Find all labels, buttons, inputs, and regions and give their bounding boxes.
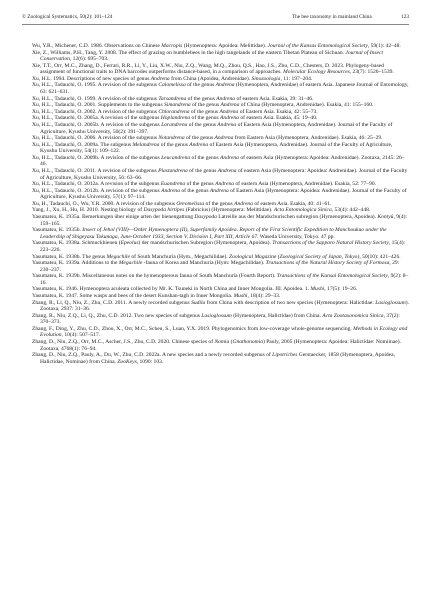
reference-text: (Hymenoptera, Andrenidae) of eastern Asia. Japanese Journal of Entomology, 63: 621–631. [40,82,409,96]
reference-entry [32,260,410,273]
reference-text: Yasumatsu, K. 1939b. Miscellaneous notes on the hymenopterous fauna of South Manchuria (Fourth Report). [32,273,277,280]
reference-entry [32,214,410,227]
reference-text: of Eastern Asia. Esakia, 42: 55–73. [238,108,318,115]
reference-text: Xu, H.L., Tadauchi, O. 2001. Supplements to the subgenus [32,102,165,109]
reference-text: Zhang, D., Niu, Z.Q., Pauly, A., Du, W., Zhu, C.D. 2022a. A new species and a newly recorded subgenus of [32,352,273,359]
header-rule [22,24,409,25]
reference-italic: Calomelissa [158,82,186,89]
reference-italic: Andrena [216,95,236,102]
reference-italic: Sudila [191,299,206,306]
reference-text: Xu, H.L. 1994. Descriptions of new species of genus [32,75,151,82]
reference-italic: Hoplandrena [160,115,191,122]
reference-text: Yasumatsu, K. 1935b. [32,227,83,234]
reference-italic: Andrena [214,135,234,142]
reference-text: of China (Hymenoptera, Andrenidae). Esakia, 41: 155–160. [239,102,374,109]
reference-entry [32,142,410,155]
reference-text: , 12(6): 695–703. [69,56,109,63]
journal-citation: © Zoological Systematics, 50(2): 101–124 [22,14,113,20]
reference-italic: Andrena [209,187,229,194]
reference-text: of eastern Asia (Hymenoptera: Apoidea: Andrenidae). Journal of the Faculty of Agriculture, Kyushu University, 56: 63–66. [40,167,408,181]
reference-italic: Tarsandrena [158,95,187,102]
reference-text: Xu, H.L., Tadauchi, O. 2012b. A revision of the subgenus [32,187,162,194]
reference-text: , 59(1): 42–48. [367,43,401,49]
reference-italic: Andrena [220,102,240,109]
reference-italic: Transactions of the Sapporo Natural History Society [272,240,389,247]
reference-text: of the genus [187,121,218,128]
reference-text: ( [229,339,233,346]
reference-italic: Lipotriches [272,352,298,359]
reference-italic: Dasypoda [194,214,217,221]
reference-text: Yasumatsu, K. 1946. Hymenoptera aculeata collected by Mr. K. Tsuneki in North China and Inner Mongolia. III. Apoidea. 1. [32,286,311,293]
reference-italic: Larandrena [161,121,188,128]
reference-text: of eastern Asia (Hymenoptera: Apoidea: Andrenidae). Zootaxa, 2145: 26–46. [40,154,405,168]
reference-text: Yasumatsu, K. 1935a. Bemerkungen über einige arten der bienengattung [32,214,195,221]
reference-text: , 18(4): 29–33. [247,292,281,299]
reference-text: Xu, H.L., Tadauchi, O. 2006. A revision of the subgenus [32,135,159,142]
reference-text: of the genus [185,82,216,89]
reference-entry [32,115,410,122]
reference-entry [32,63,410,76]
reference-text: of Eastern Asia (Hymenoptera: Apoidea: Andrenidae). Journal of the Faculty of Agriculture, Kyushu University, 57(1): 97–114. [40,187,407,201]
reference-italic: Andrena [219,108,239,115]
header-right [292,14,409,20]
reference-entry [32,339,410,352]
reference-entry [32,50,410,63]
reference-text: . Waseda University, Tokyo. 47 pp. [257,233,335,240]
reference-italic: Andrena [220,154,239,161]
reference-italic: Andrena [150,75,170,82]
page-header [22,14,409,24]
reference-text: , 23(7): 1526–1539. [349,69,394,76]
reference-text: of the genus [187,167,218,174]
reference-entry [32,313,410,326]
reference-italic: Andrena [220,115,239,122]
reference-italic: Leucandrena [161,154,191,161]
reference-text: , 9(4): 159–165. [40,214,408,227]
reference-entry [32,102,410,109]
running-title: The bee taxonomy in mainland China [291,14,372,20]
reference-italic: Molecular Ecology Resources [283,69,350,76]
reference-text: Xu, H.L., Tadauchi, O. 2009a. The subgenus [32,141,133,148]
reference-entry [32,135,410,142]
reference-italic: Zoological Magazine (Zoological Society of Japan, Tokyo) [229,253,360,260]
reference-text: ). Zootaxa, 2937: 31–36. [40,299,409,313]
reference-text: Yasumatsu, K. 1947. Some wasps and bees of the desert Kunshan-tagh in Inner Mongolia. [32,292,234,299]
reference-text: of the genus [179,187,210,194]
reference-entry [32,286,410,293]
reference-entry [32,293,410,300]
reference-text: Xu, H.L., Tadauchi, O. 2009b. A revision of the subgenus [32,154,162,161]
reference-italic: Epeolus [120,240,139,247]
reference-text: , 10(4): 507–517. [61,332,101,339]
reference-italic: ZooKeys [117,358,137,365]
reference-italic: Andrena [189,141,209,148]
reference-text: Xu, H.L., Tadauchi, O. 2002. A revision of the subgenus [32,108,159,115]
reference-text: ) Pauly, 2005 (Hymenoptera: Apoidea: Halictidae: Nomiinae). Zootaxa, 4768(1): 76–94. [40,339,401,352]
reference-italic: Transactions of the Kansai Entomological Society [276,273,388,280]
reference-text: Xu, H.L., Tadauchi, O. 2012a. A revision of the subgenus [32,181,161,188]
reference-italic: Oreomelissa [176,200,205,207]
reference-text: Xu, H.L., Tadauchi, O. 1999. A revision of the subgenus [32,95,159,102]
reference-text: Xu, H.L., Tadauchi, O. 2011. A revision of the subgenus [32,167,159,174]
reference-text: of eastern Asia. Esakia, 45: 19–40. [238,115,318,122]
reference-text: , 9(2): 8–16. [40,273,409,286]
reference-text: , 29: 230–237. [40,260,400,273]
reference-text: of the genus [189,108,220,115]
reference-text: of eastern Asia. Esakia, 40: 41–61. [252,200,332,207]
reference-entry [32,155,410,168]
reference-text: Yasumatsu, K. 1938b. The genus [32,253,107,260]
reference-text: of South Manchuria (Hym., Megachilidae). [129,253,230,260]
reference-italic: Andrena [217,167,237,174]
reference-italic: Lasioglossum [201,312,232,319]
reference-text: , 50(10): 421–426. [359,253,401,260]
reference-text: of the genus [190,115,221,122]
reference-text: from China with description of two new species (Hymenoptera: Halictidae: [205,299,376,306]
reference-text: , 37(2): 370–373. [40,312,400,326]
reference-text: Xie, Z., Williams, P.H., Tang, Y. 2008. The effect of grazing on bumblebees in the high rangelands of the eastern Tibetan Plateau of Sichuan. [32,49,346,56]
reference-text: Zhang, R., Li, Q., Niu, Z., Zhu, C.D. 2011. A newly recorded subgenus [32,299,192,306]
reference-text: of eastern Asia. Esakia, 39: 31–46. [235,95,314,102]
reference-text: Wu, Y.R., Michener, C.D. 1986. Observations on Chinese [32,43,162,49]
reference-text: of the genus [186,95,217,102]
reference-italic: Chlorandrena [158,108,190,115]
reference-text: from China (Apoidea, Andrenidae). [169,75,252,82]
reference-italic: Mushi [233,292,248,299]
reference-italic: Plastandrena [158,167,188,174]
reference-text: Xu, H.L., Tadauchi, O. 1995. A revision of the subgenus [32,82,159,89]
reference-italic: Simandrena [164,102,191,109]
reference-entry [32,352,410,365]
reference-entry [32,227,410,240]
reference-text: Yang, J., Xu, H., Hu, H. 2010. Nesting biology of [32,207,144,214]
reference-entry [32,326,410,339]
reference-text: Xu, H.L., Tadauchi, O. 2005a. A revision of the subgenus [32,115,161,122]
reference-italic: Andrena [215,181,235,188]
reference-text: Zhang, F., Ding, Y., Zhu, C.D., Zhou, X., Orr, M.C., Scheu, S., Luan, Y.X. 2019. Phylogenomics from low-coverage whole-genome sequencing. [32,325,354,332]
reference-italic: Notandrena [158,135,185,142]
reference-italic: Insect of Jehol (VIII)—Order Hymenoptera (II), Superfamily Apoidea. Report of the First Scientific Expedition to Manchoukuo under the Leadership of Shigeyasu Tokunaga, June-October 1933, Section V, Division I, Part XII, Article 67 [40,227,387,240]
reference-entry [32,188,410,201]
reference-italic: Methods in Ecology and Evolution [40,325,408,339]
reference-italic: Andrena [217,121,237,128]
reference-italic: Andrena [234,200,253,207]
reference-italic: Lasioglossum [375,299,406,306]
reference-text: , 11: 197–204. [280,75,313,82]
reference-text: Xu, H., Tadauchi, O., Wu, Y.R. 2000. A revision of the subgenus [32,200,177,207]
reference-text: Xu, H.L., Tadauchi, O. 2005b. A revision of the subgenus [32,121,162,128]
reference-text: (Fabricius) (Hymenoptera: Melittidae). [184,207,274,214]
reference-entry [32,300,410,313]
reference-italic: Nomia [214,339,230,346]
reference-italic: Journal of Insect Conservation [40,49,383,63]
reference-italic: Journal of the Kansas Entomological Society [267,43,368,49]
page-number: 123 [401,14,409,20]
reference-italic: Mushi [310,286,325,293]
reference-text: (Hymenoptera: Apoidea: Melittidae). [182,43,268,49]
reference-italic: Kontyû [377,214,394,221]
reference-text: of the genus [184,135,215,142]
reference-entry [32,168,410,181]
reference-text: -fauna of Korea and Manchuria (Hym: Megachilidae). [142,260,266,267]
reference-entry [32,43,410,50]
reference-text: Xie, T.T., Orr, M.C., Zhang, D., Ferrari, R.R., Li, Y., Liu, X.W., Niu, Z.Q., Wang, M.Q., Zhou, Q.S., Hao, J.S., Zhu, C.D., Chesters, D. 2023. Phylogeny-based assignment of functional traits to DNA barcodes outperforms distance-based, in a comparison of approaches. [32,62,384,76]
reference-entry [32,240,410,253]
reference-entry [32,122,410,135]
reference-italic: Gnathonomia [232,339,263,346]
reference-italic: Transactions of the Natural History Society of Formosa [265,260,390,267]
reference-italic: Macropis [161,43,183,49]
reference-text: of Eastern Asia (Hymenoptera, Andrenidae). Journal of the Faculty of Agriculture, Kyushu University, 50(2): 391–397. [40,121,393,135]
reference-text: , 17(5): 19–26. [324,286,358,293]
reference-text: Latreille aus der Mandschurischen subregion (Hymenoptera, Apoidea). [216,214,378,221]
reference-italic: Melandrena [132,141,160,148]
reference-text: from Eastern Asia (Hymenoptera, Andrenidae). Esakia, 46: 25–29. [233,135,383,142]
reference-text: , 15(4): 223–226. [40,240,406,253]
reference-text: ) der mandschurischen Subregion (Hymenoptera, Apoidea). [138,240,273,247]
reference-italic: Acta Entomologica Sinica [273,207,332,214]
reference-text: , 53(4): 442–448. [331,207,371,214]
reference-italic: Megachile [106,253,130,260]
reference-text: Yasumatsu, K. 1939a. Additions to the [32,260,119,267]
reference-text: of Eastern Asia (Hymenoptera, Andrenidae). Journal of the Faculty of Agriculture, Kyushu University, 54(1): 109–122. [40,141,393,155]
reference-italic: Acta Zootaxonomica Sinica [322,312,384,319]
reference-italic: Euandrena [160,181,186,188]
reference-list [32,43,410,365]
reference-text: of the genus [190,154,221,161]
reference-italic: Megachile [118,260,143,267]
reference-text: of the genus [204,200,235,207]
reference-italic: Andrena [161,187,180,194]
reference-text: Zhang, R., Niu, Z.Q., Li, Q., Zhu, C.D. 2012. Two new species of subgenus [32,312,202,319]
reference-italic: Dasypoda hirtipes [143,207,185,214]
reference-entry [32,181,410,188]
reference-entry [32,273,410,286]
reference-text: Yasumatsu, K. 1938a. Schmuckbienen ( [32,240,121,247]
reference-italic: Andrena [215,82,235,89]
reference-text: (Hymenoptera, Halictidae) from China. [231,312,323,319]
reference-entry [32,82,410,95]
reference-text: Zhang, D., Niu, Z.Q., Orr, M.C., Ascher, J.S., Zhu, C.D. 2020. Chinese species of [32,339,215,346]
reference-text: Gerstaecker, 1858 (Hymenoptera, Apoidea, Halictidae, Nominae) from China. [40,352,395,365]
reference-italic: Sinozoologia [251,75,281,82]
reference-text: of eastern Asia (Hymenoptera, Andrenidae). Esakia, 52: 77–90. [234,181,377,188]
reference-text: of the genus [159,141,190,148]
reference-text: of the genus [190,102,221,109]
reference-text: , 1090: 103. [136,358,164,365]
reference-text: of the genus [185,181,216,188]
